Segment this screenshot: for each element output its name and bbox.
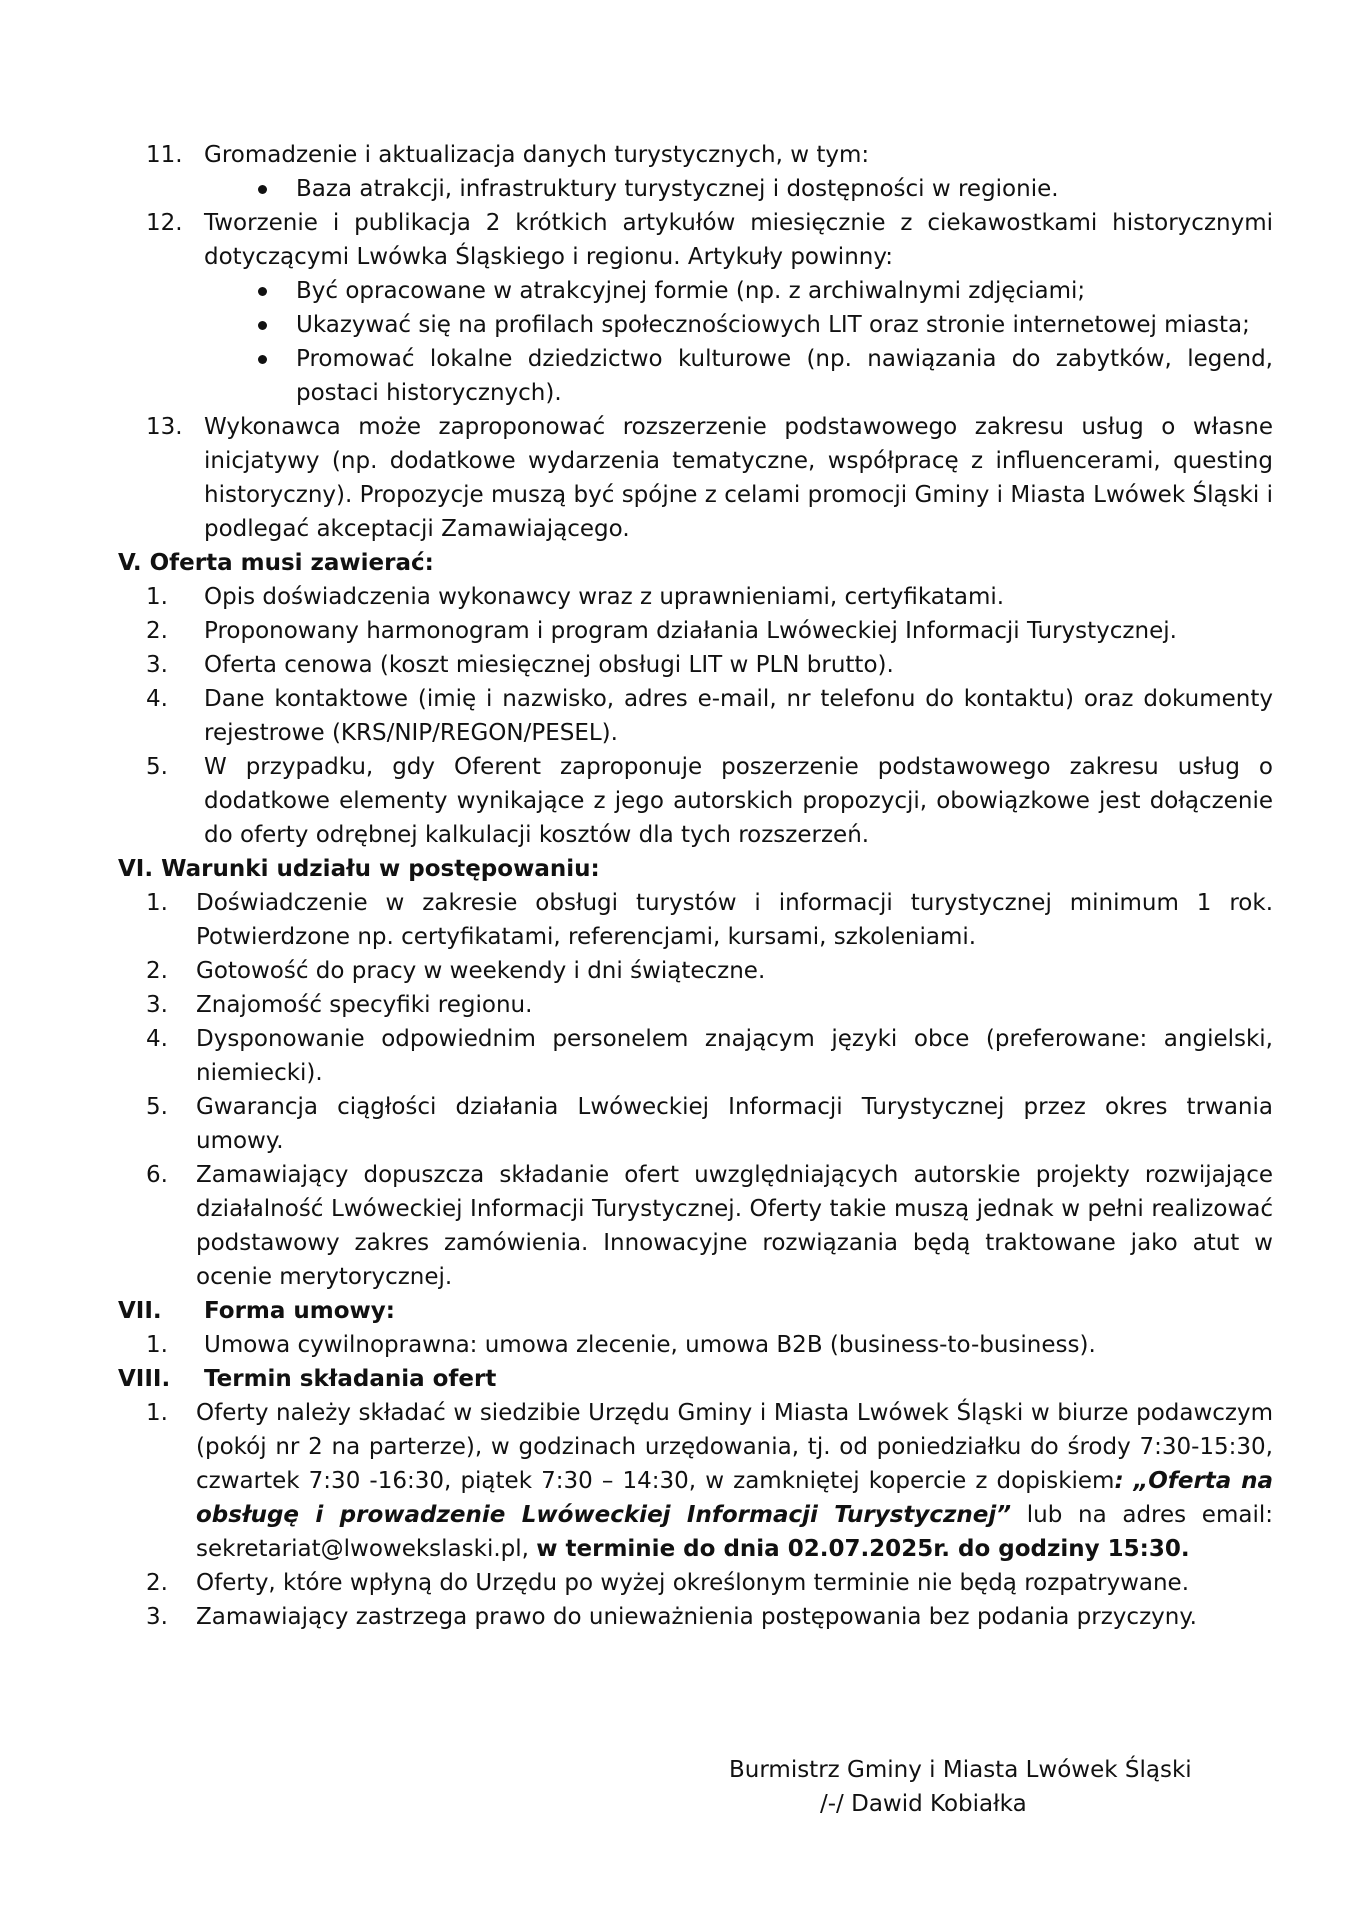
bullet-text: Baza atrakcji, infrastruktury turystycznej i dostępności w regionie. [296,176,1059,202]
list-item-11 [118,138,1273,172]
item-text: Zamawiający dopuszcza składanie ofert uwzględniających autorskie projekty rozwijające działalność Lwóweckiej Informacji Turystycznej. Oferty takie muszą jednak w pełni realizować podstawowy zakres zamówienia. Innowacyjne rozwiązania będą traktowane jako atut w ocenie merytorycznej. [196,1162,1273,1290]
section-title: Termin składania ofert [204,1366,497,1392]
section-heading-v [118,546,1273,580]
list-item [118,580,1273,614]
bullet-item [118,172,1273,206]
item-number: 2. [146,618,168,644]
list-item [118,1022,1273,1090]
list-item [118,954,1273,988]
item-number: 11. [146,142,183,168]
item-number: 6. [146,1162,168,1188]
item-text: Tworzenie i publikacja 2 krótkich artykułów miesięcznie z ciekawostkami historycznymi dotyczącymi Lwówka Śląskiego i regionu. Artykuły powinny: [204,210,1273,270]
email-link[interactable]: sekretariat@lwowekslaski.pl, [196,1536,529,1562]
bullet-icon [258,355,267,364]
item-number: 13. [146,414,183,440]
list-item-12 [118,206,1273,274]
item-number: 3. [146,992,168,1018]
item-number: 1. [146,1400,168,1426]
bullet-icon [258,185,267,194]
item-number: 1. [146,890,168,916]
list-item [118,1600,1273,1634]
section-heading-vi [118,852,1273,886]
item-text: Wykonawca może zaproponować rozszerzenie podstawowego zakresu usług o własne inicjatywy (np. dodatkowe wydarzenia tematyczne, współpracę z influencerami, questing historyczny). Propozycje muszą być spójne z celami promocji Gminy i Miasta Lwówek Śląski i podlegać akceptacji Zamawiającego. [204,414,1273,542]
section-number: V. [118,550,142,576]
item-number: 12. [146,210,183,236]
list-item [118,682,1273,750]
bullet-item [118,308,1273,342]
list-item [118,750,1273,852]
document-body [118,138,1273,1634]
item-text: Opis doświadczenia wykonawcy wraz z uprawnieniami, certyfikatami. [204,584,1005,610]
list-item [118,886,1273,954]
item-text: Umowa cywilnoprawna: umowa zlecenie, umowa B2B (business-to-business). [204,1332,1096,1358]
list-item [118,1396,1273,1566]
bullet-text: Być opracowane w atrakcyjnej formie (np. z archiwalnymi zdjęciami; [296,278,1086,304]
item-number: 1. [146,584,168,610]
section-number: VI. [118,856,154,882]
item-text: Znajomość specyfiki regionu. [196,992,533,1018]
section-heading-viii [118,1362,1273,1396]
item-number: 2. [146,958,168,984]
list-item [118,648,1273,682]
item-number: 5. [146,1094,168,1120]
bullet-text: Promować lokalne dziedzictwo kulturowe (np. nawiązania do zabytków, legend, postaci historycznych). [296,346,1273,406]
signature-title: Burmistrz Gminy i Miasta Lwówek Śląski [729,1757,1192,1783]
bullet-icon [258,321,267,330]
section-heading-vii [118,1294,1273,1328]
item-text: Gwarancja ciągłości działania Lwóweckiej Informacji Turystycznej przez okres trwania umowy. [196,1094,1273,1154]
section-title: Oferta musi zawierać: [149,550,434,576]
item-number: 2. [146,1570,168,1596]
section-number: VII. [118,1298,162,1324]
item-text: Doświadczenie w zakresie obsługi turystów i informacji turystycznej minimum 1 rok. Potwierdzone np. certyfikatami, referencjami, kursami, szkoleniami. [196,890,1273,950]
signature-name: /-/ Dawid Kobiałka [820,1791,1027,1817]
item-number: 3. [146,1604,168,1630]
bullet-item [118,342,1273,410]
list-item [118,614,1273,648]
list-item [118,1158,1273,1294]
item-text: Oferta cenowa (koszt miesięcznej obsługi LIT w PLN brutto). [204,652,894,678]
list-item [118,988,1273,1022]
deadline-text: w terminie do dnia 02.07.2025r. do godziny 15:30. [536,1536,1190,1562]
item-text: Gotowość do pracy w weekendy i dni świąteczne. [196,958,766,984]
item-number: 3. [146,652,168,678]
list-item [118,1566,1273,1600]
section-number: VIII. [118,1366,171,1392]
bullet-item [118,274,1273,308]
item-number: 4. [146,1026,168,1052]
item-number: 4. [146,686,168,712]
item-text: Zamawiający zastrzega prawo do unieważnienia postępowania bez podania przyczyny. [196,1604,1197,1630]
item-text: Oferty, które wpłyną do Urzędu po wyżej określonym terminie nie będą rozpatrywane. [196,1570,1190,1596]
section-title: Forma umowy: [204,1298,395,1324]
signature-block [729,1753,1192,1821]
bullet-text: Ukazywać się na profilach społecznościowych LIT oraz stronie internetowej miasta; [296,312,1250,338]
list-item [118,1090,1273,1158]
item-number: 5. [146,754,168,780]
item-text: Proponowany harmonogram i program działania Lwóweckiej Informacji Turystycznej. [204,618,1177,644]
bullet-icon [258,287,267,296]
section-title: Warunki udziału w postępowaniu: [161,856,600,882]
list-item [118,1328,1273,1362]
item-text: Dane kontaktowe (imię i nazwisko, adres e-mail, nr telefonu do kontaktu) oraz dokumenty rejestrowe (KRS/NIP/REGON/PESEL). [204,686,1273,746]
item-text: Dysponowanie odpowiednim personelem znającym języki obce (preferowane: angielski, niemiecki). [196,1026,1273,1086]
list-item-13 [118,410,1273,546]
item-text: W przypadku, gdy Oferent zaproponuje poszerzenie podstawowego zakresu usług o dodatkowe elementy wynikające z jego autorskich propozycji, obowiązkowe jest dołączenie do oferty odrębnej kalkulacji kosztów dla tych rozszerzeń. [204,754,1273,848]
item-number: 1. [146,1332,168,1358]
item-text: lub na adres email: [1011,1502,1273,1528]
item-text: Oferty należy składać w siedzibie Urzędu Gminy i Miasta Lwówek Śląski w biurze podawczym (pokój nr 2 na parterze), w godzinach urzędowania, tj. od poniedziałku do środy 7:30-15:30, czwartek 7:30 -16:30, piątek 7:30 – 14:30, w zamkniętej kopercie z dopiskiem [196,1400,1273,1494]
item-text: Gromadzenie i aktualizacja danych turystycznych, w tym: [204,142,870,168]
offer-label-text: : „Oferta na obsługę i prowadzenie Lwóweckiej Informacji Turystycznej” [196,1468,1274,1528]
